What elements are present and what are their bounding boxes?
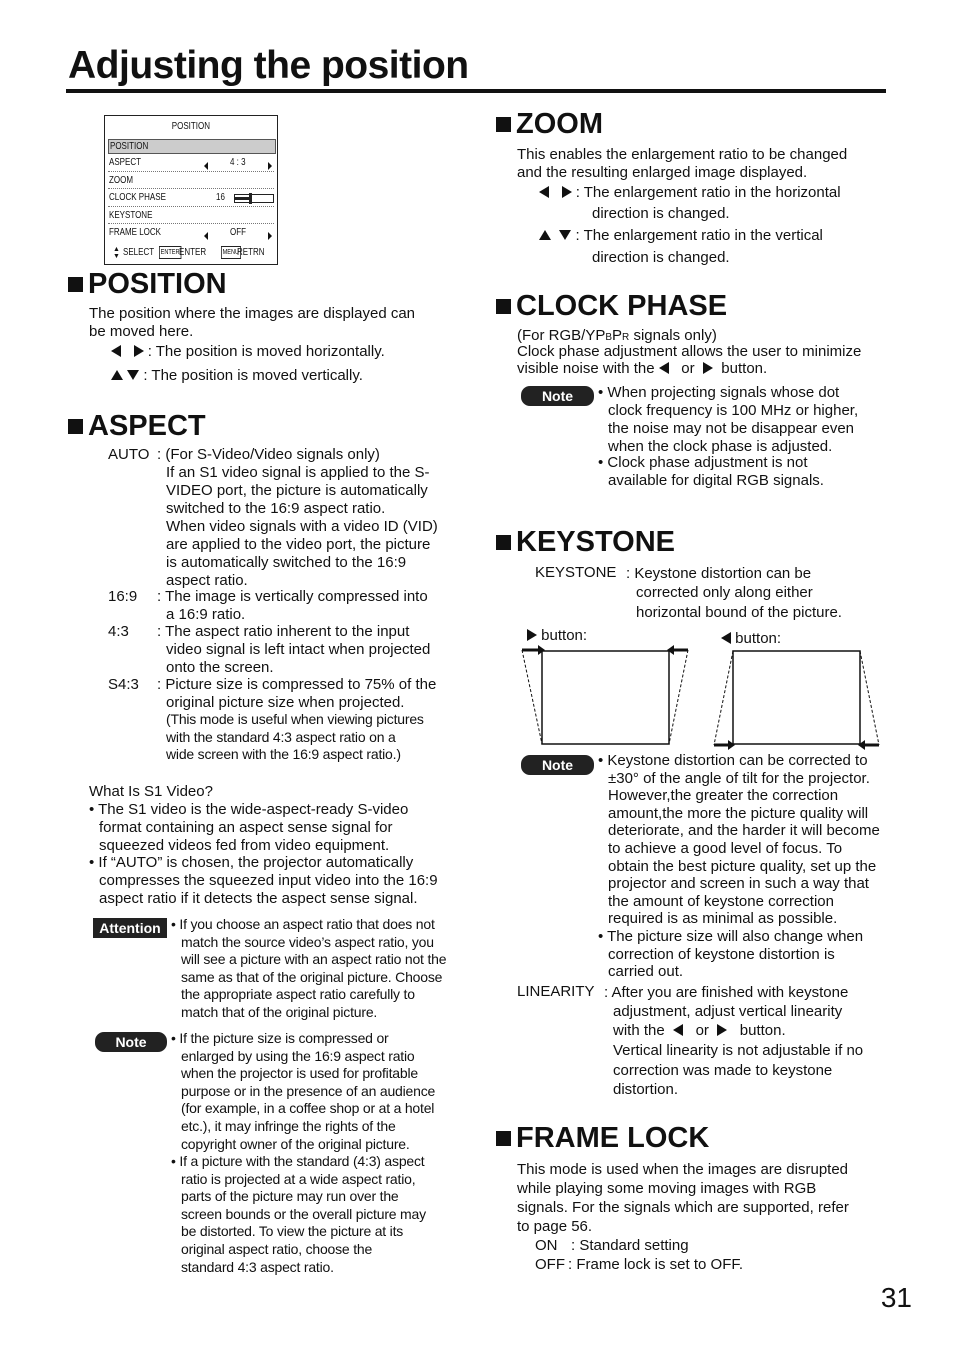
- frame-lock-intro: This mode is used when the images are disrupted while playing some moving images with RGB signals. For the signals which are supported, refer to page 56.: [517, 1161, 849, 1235]
- linearity-note: Vertical linearity is not adjustable if no correction was made to keystone distortion.: [613, 1042, 864, 1098]
- zoom-vertical-2: direction is changed.: [592, 249, 730, 266]
- keystone-right-button-label: button:: [527, 627, 587, 645]
- zoom-horizontal: : The enlargement ratio in the horizontal: [539, 184, 841, 202]
- up-arrow-icon: [111, 370, 123, 380]
- enter-key-icon: ENTER: [159, 246, 181, 259]
- s1-video-bullet2: • If “AUTO” is chosen, the projector automatically compresses the squeezed input video into the 16:9 aspect ratio if it detects the aspect sense signal.: [89, 854, 438, 907]
- keystone-note1: • Keystone distortion can be corrected to ±30° of the angle of tilt for the projector. However,the greater the correction amount,the more the picture quality will deteriorate, and the harder it will become to achieve a good level of focus. To obtain the best picture quality, set up the projector and screen in such a way that the amount of keystone correction required is as minimal as possible.: [598, 752, 880, 928]
- clock-desc-2: visible noise with the or button.: [517, 360, 768, 377]
- menu-row-clock-phase[interactable]: CLOCK PHASE 16: [108, 191, 274, 205]
- zoom-horizontal-2: direction is changed.: [592, 205, 730, 222]
- position-menu: [104, 115, 278, 265]
- square-bullet-icon: [496, 1131, 511, 1146]
- clock-note1: • When projecting signals whose dot clock frequency is 100 MHz or higher, the noise may not be disappear even when the clock phase is adjusted.: [598, 384, 859, 455]
- aspect-note2: • If a picture with the standard (4:3) aspect ratio is projected at a wide aspect ratio, parts of the picture may run over the screen bounds or the overall picture may be distorted. To view the picture at its original aspect ratio, choose the standard 4:3 aspect ratio.: [171, 1153, 426, 1275]
- square-bullet-icon: [68, 419, 83, 434]
- keystone-left-diagram: [711, 648, 883, 752]
- menu-right-icon: [268, 230, 272, 244]
- section-heading-zoom: ZOOM: [496, 108, 603, 140]
- clock-note2: • Clock phase adjustment is not available for digital RGB signals.: [598, 454, 824, 489]
- clock-desc: Clock phase adjustment allows the user to minimize: [517, 343, 862, 360]
- left-arrow-icon: [673, 1024, 683, 1036]
- menu-row-position[interactable]: POSITION: [108, 139, 276, 154]
- aspect-169-key: 16:9: [108, 588, 138, 605]
- section-heading-position: POSITION: [68, 268, 227, 300]
- section-heading-aspect: ASPECT: [68, 410, 206, 442]
- square-bullet-icon: [496, 535, 511, 550]
- keystone-desc: : Keystone distortion can be corrected only along either horizontal bound of the picture.: [626, 565, 842, 621]
- right-arrow-icon: [703, 362, 713, 374]
- menu-row-frame-lock[interactable]: FRAME LOCK OFF: [108, 226, 274, 240]
- attention-text: • If you choose an aspect ratio that does not match the source video’s aspect ratio, you will see a picture with an aspect ratio not the same as that of the original picture. Choose the appropriate aspect ratio carefully to match that of the original picture.: [171, 916, 447, 1020]
- page-title: Adjusting the position: [68, 44, 469, 87]
- aspect-s43-key: S4:3: [108, 676, 139, 693]
- aspect-43-desc: : The aspect ratio inherent to the input video signal is left intact when projected onto the screen.: [157, 623, 431, 676]
- aspect-auto-desc: : (For S-Video/Video signals only) If an S1 video signal is applied to the S- VIDEO port, the picture is automatically switched to the 16:9 aspect ratio. When video signals with a video ID (VID) are applied to the video port, the picture is automatically switched to the 16:9 aspect ratio.: [157, 446, 438, 589]
- keystone-right-diagram: [514, 644, 694, 750]
- aspect-auto-key: AUTO: [108, 446, 150, 463]
- right-arrow-icon: [134, 345, 144, 357]
- menu-header: POSITION: [171, 121, 211, 132]
- zoom-vertical: : The enlargement ratio in the vertical: [539, 227, 823, 245]
- title-rule: [66, 89, 886, 93]
- aspect-s43-note: (This mode is useful when viewing pictures with the standard 4:3 aspect ratio on a wide screen with the 16:9 aspect ratio.): [166, 711, 424, 763]
- left-arrow-icon: [539, 186, 549, 198]
- linearity-desc: : After you are finished with keystone adjustment, adjust vertical linearity with the or button.: [604, 984, 849, 1039]
- keystone-left-button-label: button:: [721, 630, 781, 648]
- position-intro: The position where the images are displayed can be moved here.: [89, 305, 416, 340]
- menu-divider: [108, 188, 274, 189]
- attention-badge: Attention: [93, 918, 167, 938]
- frame-lock-off-key: OFF: [535, 1256, 565, 1273]
- frame-lock-off-value: : Frame lock is set to OFF.: [568, 1256, 744, 1273]
- menu-divider: [108, 206, 274, 207]
- menu-key-icon: MENU: [221, 246, 241, 259]
- menu-row-keystone[interactable]: KEYSTONE: [109, 210, 153, 221]
- menu-row-zoom[interactable]: ZOOM: [109, 175, 133, 186]
- menu-footer: ▲ ▼ SELECT ENTER ENTER MENU RETRN: [113, 246, 265, 260]
- linearity-key: LINEARITY: [517, 983, 595, 1000]
- note-badge: Note: [521, 755, 594, 775]
- aspect-43-key: 4:3: [108, 623, 129, 640]
- square-bullet-icon: [496, 299, 511, 314]
- note-badge: Note: [521, 386, 594, 406]
- up-arrow-icon: [539, 230, 551, 240]
- left-arrow-icon: [721, 632, 731, 644]
- square-bullet-icon: [496, 117, 511, 132]
- s1-video-bullet1: • The S1 video is the wide-aspect-ready S-video format containing an aspect sense signal for squeezed videos fed from video equipment.: [89, 801, 409, 854]
- menu-divider: [108, 223, 274, 224]
- position-horizontal: : The position is moved horizontally.: [111, 343, 385, 361]
- down-arrow-icon: [559, 230, 571, 240]
- keystone-key: KEYSTONE: [535, 564, 617, 581]
- aspect-note1: • If the picture size is compressed or enlarged by using the 16:9 aspect ratio when the projector is used for profitable purpose or in the presence of an audience (for example, in a coffee shop or at a hotel etc.), it may infringe the rights of the copyright owner of the original picture.: [171, 1030, 436, 1152]
- zoom-intro: This enables the enlargement ratio to be changed and the resulting enlarged image displayed.: [517, 146, 848, 181]
- section-heading-clock-phase: CLOCK PHASE: [496, 290, 727, 322]
- aspect-169-desc: : The image is vertically compressed into a 16:9 ratio.: [157, 588, 428, 623]
- section-heading-keystone: KEYSTONE: [496, 526, 675, 558]
- right-arrow-icon: [717, 1024, 727, 1036]
- s1-video-title: What Is S1 Video?: [89, 783, 213, 800]
- clock-phase-slider[interactable]: [234, 194, 274, 203]
- aspect-s43-desc: : Picture size is compressed to 75% of the original picture size when projected.: [157, 676, 437, 711]
- keystone-note2: • The picture size will also change when correction of keystone distortion is carried out.: [598, 928, 864, 981]
- note-badge: Note: [95, 1032, 167, 1052]
- right-arrow-icon: [527, 629, 537, 641]
- page-number: 31: [880, 1282, 912, 1313]
- left-arrow-icon: [111, 345, 121, 357]
- square-bullet-icon: [68, 277, 83, 292]
- position-vertical: : The position is moved vertically.: [111, 367, 363, 385]
- menu-divider: [108, 171, 274, 172]
- frame-lock-on-value: : Standard setting: [571, 1237, 689, 1254]
- left-arrow-icon: [659, 362, 669, 374]
- up-down-icon: ▲ ▼: [113, 246, 120, 260]
- section-heading-frame-lock: FRAME LOCK: [496, 1122, 709, 1154]
- clock-signals: (For RGB/YPBPR signals only): [517, 327, 717, 344]
- menu-row-aspect[interactable]: ASPECT 4 : 3: [108, 156, 274, 170]
- frame-lock-on-key: ON: [535, 1237, 558, 1254]
- menu-left-icon: [204, 230, 208, 244]
- right-arrow-icon: [562, 186, 572, 198]
- down-arrow-icon: [127, 370, 139, 380]
